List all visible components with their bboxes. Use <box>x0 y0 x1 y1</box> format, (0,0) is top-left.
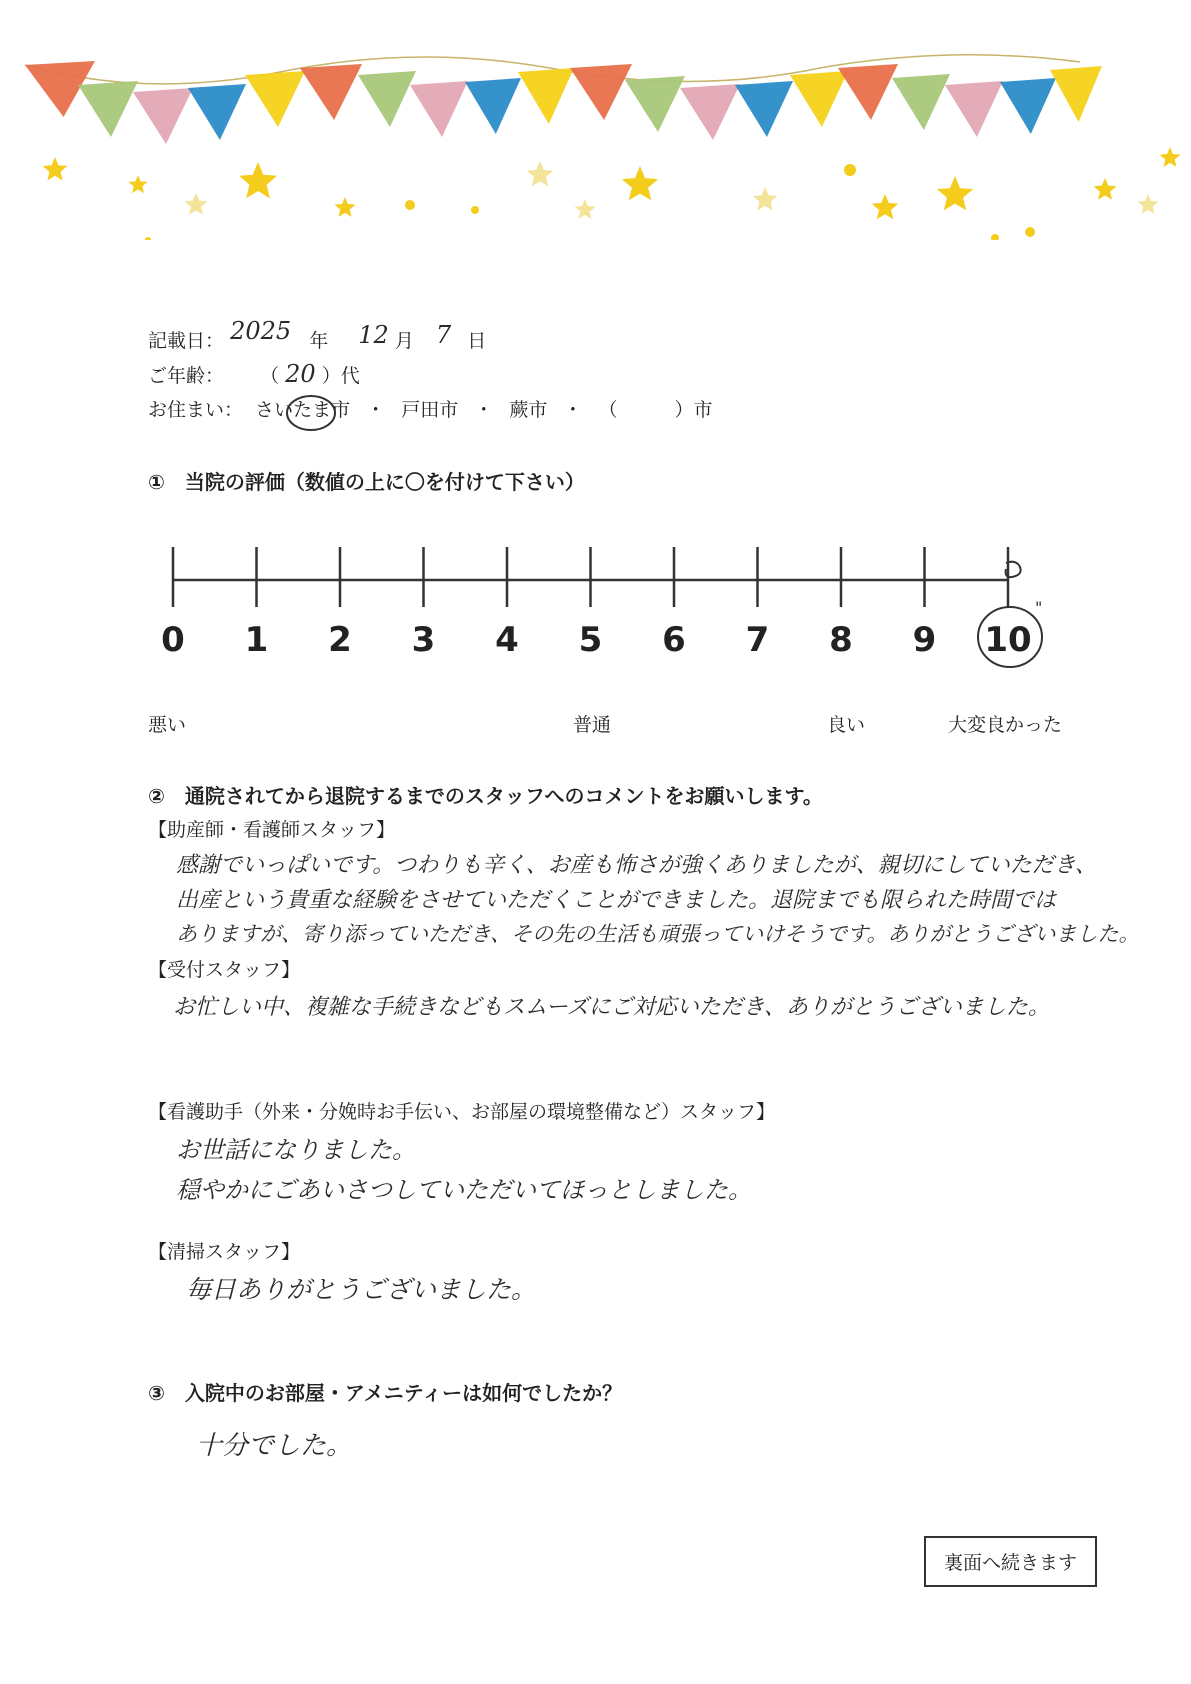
cleaning-heading: 【清掃スタッフ】 <box>148 1241 301 1263</box>
rating-scale <box>140 535 1080 685</box>
scale-number-10: 10 <box>984 620 1032 660</box>
bunting-flag <box>1050 66 1102 122</box>
star-icon <box>471 206 479 214</box>
midwife-comment-line-3: ありますが、寄り添っていただき、その先の生活も頑張っていけそうです。ありがとうございました。 <box>176 922 1140 946</box>
star-icon <box>129 175 148 193</box>
bunting-flag <box>78 81 138 137</box>
date-label: 記載日： <box>148 330 225 352</box>
bunting-flag <box>518 68 574 124</box>
star-icon <box>405 200 415 210</box>
reception-heading: 【受付スタッフ】 <box>148 959 301 981</box>
bunting-flag <box>570 64 632 120</box>
month-unit: 月 <box>394 330 414 352</box>
year-unit: 年 <box>309 330 329 352</box>
score-marks: " <box>1035 598 1043 617</box>
scale-label-neutral: 普通 <box>573 714 612 736</box>
midwife-heading: 【助産師・看護師スタッフ】 <box>148 819 396 841</box>
residence-option-saitama: さいたま市 <box>255 399 351 421</box>
scale-number-6: 6 <box>662 620 686 660</box>
age-open: （ <box>260 365 280 387</box>
residence-option-toda: 戸田市 <box>401 399 459 421</box>
star-icon <box>991 234 999 240</box>
residence-option-warabi: 蕨市 <box>509 399 548 421</box>
star-icon <box>43 157 68 181</box>
bunting-flag <box>133 88 193 144</box>
continue-label: 裏面へ続きます <box>944 1552 1078 1574</box>
assistant-heading: 【看護助手（外来・分娩時お手伝い、お部屋の環境整備など）スタッフ】 <box>148 1101 776 1123</box>
bunting-flag <box>625 76 685 132</box>
bunting-flag <box>188 84 246 140</box>
section3-comment: 十分でした。 <box>196 1431 353 1461</box>
star-icon <box>185 193 208 215</box>
section1-title: ① 当院の評価（数値の上に〇を付けて下さい） <box>148 470 585 494</box>
star-icon <box>872 194 899 219</box>
scale-number-1: 1 <box>244 620 269 660</box>
star-icon <box>1094 178 1117 200</box>
scale-number-0: 0 <box>161 620 185 660</box>
scale-label-very-good: 大変良かった <box>948 714 1063 736</box>
assistant-comment-line-2: 穏やかにごあいさつしていただいてほっとしました。 <box>176 1176 752 1204</box>
scale-number-5: 5 <box>578 620 603 660</box>
star-icon <box>239 162 277 198</box>
star-icon <box>1160 147 1181 167</box>
midwife-comment-line-2: 出産という貴重な経験をさせていただくことができました。退院までも限られた時間では <box>176 888 1057 913</box>
separator: ・ <box>474 399 494 421</box>
separator: ・ <box>366 399 386 421</box>
age-label: ご年齢： <box>148 365 225 387</box>
bunting-flag <box>245 71 305 127</box>
star-icon <box>844 164 856 176</box>
age-row <box>148 360 360 388</box>
bunting-flag <box>1000 78 1056 134</box>
scale-number-2: 2 <box>328 620 352 660</box>
residence-option-other: （ ）市 <box>598 399 713 421</box>
bunting-decoration <box>0 0 1191 240</box>
separator: ・ <box>563 399 583 421</box>
scale-label-bad: 悪い <box>148 714 187 736</box>
scale-number-9: 9 <box>912 620 937 660</box>
section3-title: ③ 入院中のお部屋・アメニティーは如何でしたか？ <box>148 1381 623 1405</box>
scale-number-4: 4 <box>495 620 519 660</box>
star-icon <box>527 161 554 186</box>
bunting-flag <box>892 74 950 130</box>
star-icon <box>335 197 356 217</box>
scale-number-8: 8 <box>829 620 853 660</box>
date-day: 7 <box>435 321 452 349</box>
star-icon <box>753 187 778 211</box>
star-icon <box>145 237 151 240</box>
residence-label: お住まい： <box>148 399 244 421</box>
bunting-flag <box>410 81 468 137</box>
residence-row <box>148 395 712 422</box>
assistant-comment-line-1: お世話になりました。 <box>176 1136 416 1164</box>
date-month: 12 <box>358 321 389 349</box>
cleaning-comment: 毎日ありがとうございました。 <box>186 1275 537 1304</box>
bunting-flag <box>735 81 793 137</box>
residence-selection-circle <box>283 393 343 433</box>
star-icon <box>1138 194 1159 214</box>
age-close: ）代 <box>321 365 360 387</box>
continue-on-back-box <box>924 1536 1097 1587</box>
star-icon <box>1025 227 1035 237</box>
scale-number-3: 3 <box>411 620 436 660</box>
scale-label-good: 良い <box>827 714 866 736</box>
bunting-flag <box>300 64 362 120</box>
star-icon <box>622 166 658 200</box>
scale-number-7: 7 <box>745 620 770 660</box>
date-year: 2025 <box>230 317 292 345</box>
bunting-flag <box>680 84 740 140</box>
star-icon <box>937 176 973 210</box>
bunting-flag <box>790 71 848 127</box>
midwife-comment-line-1: 感謝でいっぱいです。つわりも辛く、お産も怖さが強くありましたが、親切にしていただき、 <box>176 853 1097 878</box>
bunting-flag <box>838 64 898 120</box>
bunting-flag <box>358 71 416 127</box>
star-icon <box>575 199 596 219</box>
date-row <box>148 317 487 353</box>
section2-title: ② 通院されてから退院するまでのスタッフへのコメントをお願いします。 <box>148 784 823 808</box>
day-unit: 日 <box>467 330 487 352</box>
age-value: 20 <box>285 360 316 388</box>
reception-comment: お忙しい中、複雑な手続きなどもスムーズにご対応いただき、ありがとうございました。 <box>173 995 1050 1020</box>
bunting-flag <box>945 81 1003 137</box>
bunting-flag <box>465 78 521 134</box>
